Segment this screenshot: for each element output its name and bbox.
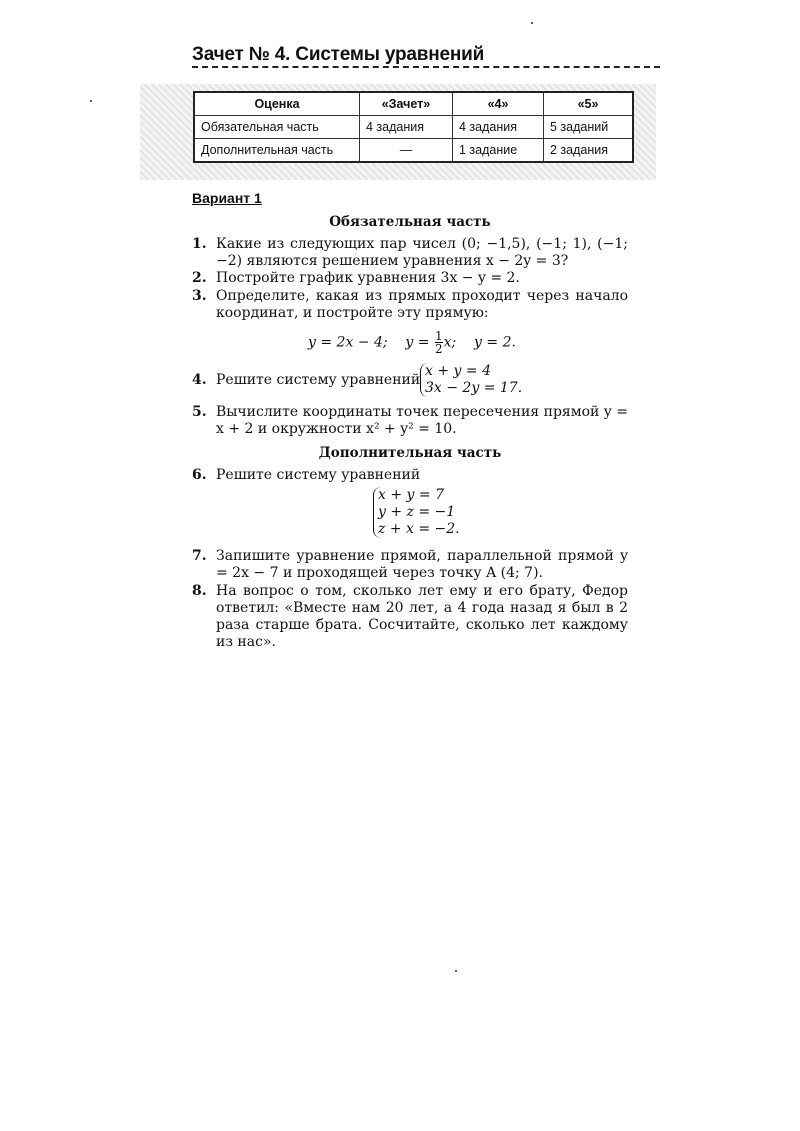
formula-1: y = 2x − 4; [308, 334, 388, 351]
table-cell: 4 задания [360, 116, 453, 139]
table-cell: 1 задание [453, 139, 544, 163]
additional-section-title: Дополнительная часть [318, 445, 502, 461]
equation: y + z = −1 [378, 504, 456, 520]
grading-table [193, 91, 634, 163]
task-3-formula-line [308, 330, 516, 355]
task-text: На вопрос о том, сколько лет ему и его брату, Федор ответил: «Вместе нам 20 лет, а 4 года назад я был в 2 раза старше брата. Сосчитайте, сколько лет каждому из нас». [216, 583, 628, 650]
task-number: 2. [192, 270, 207, 286]
row-label: Обязательная часть [194, 116, 360, 139]
task-number: 5. [192, 404, 207, 420]
equation: x + y = 4 [425, 363, 491, 379]
task-3 [192, 288, 628, 322]
header-five: «5» [544, 92, 634, 116]
formula-3: y = 2. [474, 334, 516, 351]
table-cell: 5 заданий [544, 116, 634, 139]
variant-title: Вариант 1 [192, 190, 262, 206]
task-number: 3. [192, 288, 207, 304]
task-number: 6. [192, 467, 207, 483]
row-label: Дополнительная часть [194, 139, 360, 163]
task-8 [192, 583, 628, 651]
fraction-numerator: 1 [434, 329, 443, 343]
scan-speck [531, 22, 533, 24]
task-1 [192, 236, 628, 270]
task-text: Постройте график уравнения 3x − y = 2. [216, 270, 520, 286]
task-number: 1. [192, 236, 207, 252]
task-number: 8. [192, 583, 207, 599]
table-row [194, 139, 633, 163]
scan-speck [455, 970, 457, 972]
task-text: Какие из следующих пар чисел (0; −1,5), (−1; 1), (−1; −2) являются решением уравнения x − 2y = 3? [216, 236, 628, 269]
task-text: Определите, какая из прямых проходит через начало координат, и постройте эту прямую: [216, 288, 628, 321]
table-header-row [194, 92, 633, 116]
header-grade: Оценка [194, 92, 360, 116]
table-cell: 4 задания [453, 116, 544, 139]
scan-speck [90, 100, 92, 102]
fraction-denominator: 2 [434, 342, 443, 356]
task-text: Решите систему уравнений [216, 467, 421, 483]
task-number: 4. [192, 372, 207, 388]
task-5 [192, 404, 628, 438]
task-2 [192, 270, 628, 287]
table-row [194, 116, 633, 139]
task-7 [192, 548, 628, 582]
task-4-system [420, 363, 522, 397]
equation: z + x = −2. [378, 521, 460, 537]
task-text: Запишите уравнение прямой, параллельной прямой y = 2x − 7 и проходящей через точку A (4; 7). [216, 548, 628, 581]
formula-2-right: x; [443, 334, 457, 351]
title-divider [192, 66, 660, 68]
task-number: 7. [192, 548, 207, 564]
table-cell: 2 задания [544, 139, 634, 163]
task-4 [192, 372, 628, 389]
page-title: Зачет № 4. Системы уравнений [192, 44, 485, 65]
task-6-system [373, 487, 460, 538]
fraction [435, 330, 443, 355]
header-four: «4» [453, 92, 544, 116]
table-cell: — [360, 139, 453, 163]
header-pass: «Зачет» [360, 92, 453, 116]
required-section-title: Обязательная часть [329, 214, 491, 230]
task-6 [192, 467, 628, 484]
task-text: Вычислите координаты точек пересечения прямой y = x + 2 и окружности x² + y² = 10. [216, 404, 628, 437]
equation: 3x − 2y = 17. [425, 380, 523, 396]
equation: x + y = 7 [378, 487, 444, 503]
task-text: Решите систему уравнений [216, 372, 421, 388]
formula-2-left: y = [405, 334, 430, 351]
